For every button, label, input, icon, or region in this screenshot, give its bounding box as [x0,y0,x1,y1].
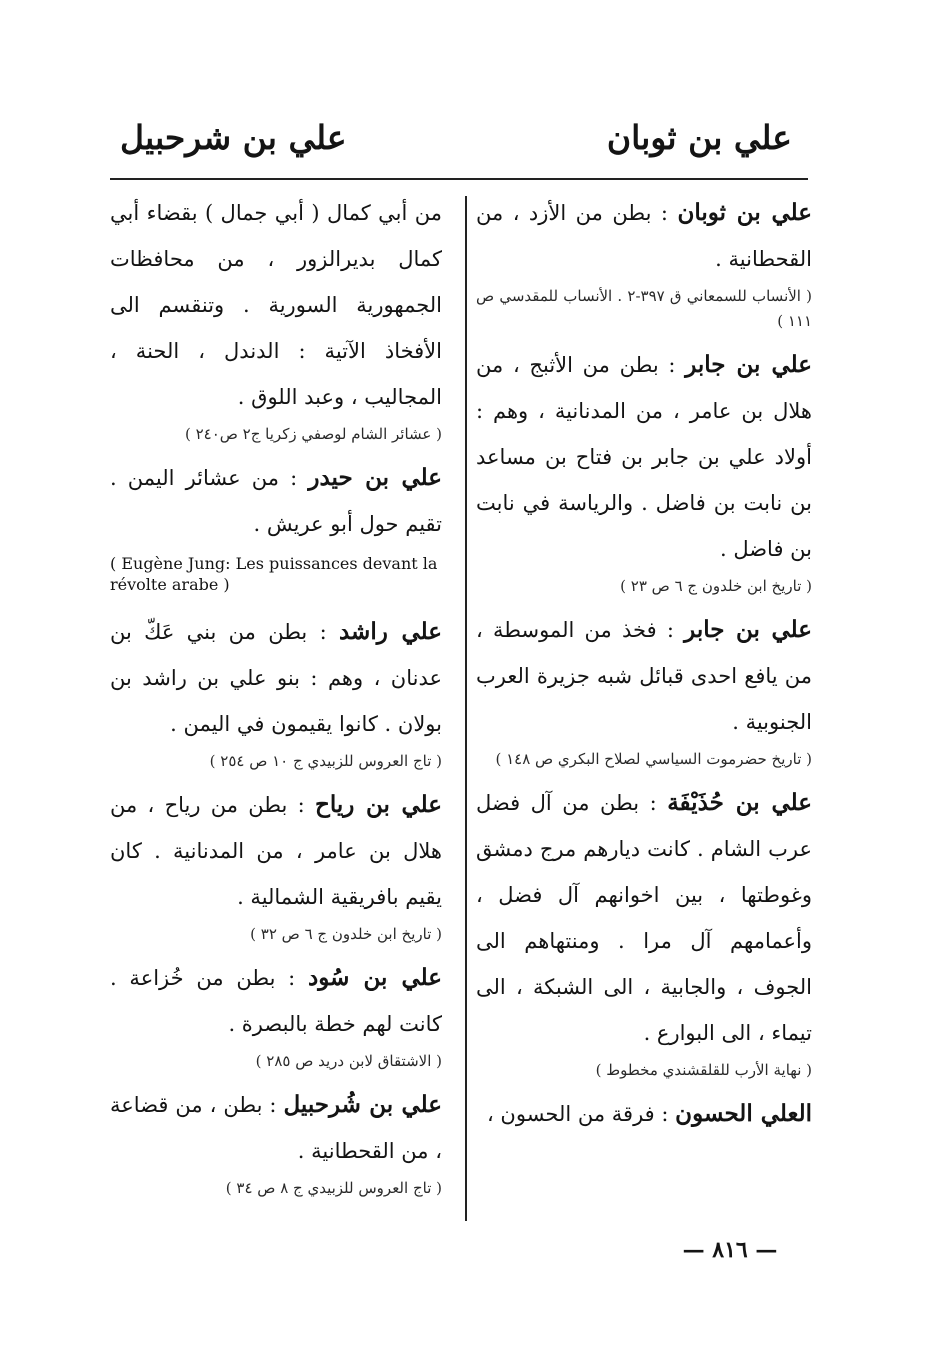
entry-source: ( عشائر الشام لوصفي زكريا ج٢ ص٢٤٠ ) [184,425,442,443]
entry-text [110,609,442,747]
entry-title: علي بن جابر [684,616,812,643]
entry-title: علي بن حيدر [308,464,442,491]
entry-body: : فخذ من الموسطة ، من يافع احدى قبائل شبه جزيرة العرب الجنوبية . [476,618,812,734]
entry-latin-source: ( Eugène Jung: Les puissances devant la révolte arabe ) [110,554,438,594]
entry-body: : بطن من رياح ، من هلال بن عامر ، من المدنانية . كان يقيم بافريقية الشمالية . [110,793,442,909]
entry-title: العلي الحسون [675,1100,812,1127]
entry-text [476,780,812,1056]
entry [476,190,812,334]
entry-source: ( تاج العروس للزبيدي ج ١٠ ص ٢٥٤ ) [209,752,442,770]
header-rule [110,178,808,180]
entry [110,455,442,595]
entry-title: علي راشد [338,618,442,645]
entry [110,1082,442,1201]
right-column [476,190,812,1143]
entry-body: : بطن من الأزد ، من القحطانية . [476,201,812,271]
entry-source: ( الأنساب للسمعاني ق ۳۹۷-۲ . الأنساب للمقدسي ص ۱۱۱ ) [476,287,813,330]
page-number: — ٨١٦ — [682,1237,778,1263]
entry [110,190,442,447]
entry-source: ( الاشتقاق لابن دريد ص ٢٨٥ ) [255,1052,442,1070]
entry-body: : بطن من خُزاعة . كانت لهم خطة بالبصرة . [110,966,442,1036]
entry-title: علي بن شُرحبيل [283,1091,442,1118]
entry-text [110,1082,442,1174]
entry-text [476,1091,812,1137]
entry-text [476,342,812,572]
entry-text [110,955,442,1047]
entry [476,607,812,772]
entry [476,342,812,599]
entry-text [476,190,812,282]
running-header-right: علي بن ثوبان [606,118,792,157]
entry-text [110,455,442,547]
entry-body: : من عشائر اليمن . تقيم حول أبو عريش . [110,466,442,536]
entry-body: : بطن من الأثبج ، من هلال بن عامر ، من المدنانية ، وهم : أولاد علي بن جابر بن فتاح بن مساعد بن نابت بن فاضل . والرياسة في نابت بن فاضل . [476,353,812,561]
entry-text [110,190,442,420]
entry-source: ( تاريخ ابن خلدون ج ٦ ص ٢٣ ) [620,577,812,595]
running-header-left: علي بن شرحبيل [120,118,347,157]
entry-source: ( تاريخ حضرموت السياسي لصلاح البكري ص ١٤٨ ) [495,750,812,768]
entry-title: علي بن جابر [685,351,812,378]
entry-body: من أبي كمال ( أبي جمال ) بقضاء أبي كمال بديرالزور ، من محافظات الجمهورية السورية . وتنقسم الى الأفخاذ الآتية : الدندل ، الحنة ، المجاليب ، وعبد اللوق . [110,201,442,409]
entry-title: علي بن رياح [314,791,442,818]
entry-title: علي بن ثوبان [677,199,813,226]
entry-source: ( تاج العروس للزبيدي ج ٨ ص ٣٤ ) [225,1179,442,1197]
entry [110,782,442,947]
entry [110,955,442,1074]
entry-body: : بطن من آل فضل عرب الشام . كانت ديارهم مرج دمشق وغوطتها ، بين اخوانهم آل فضل ، وأعمامهم آل مرا . ومنتهاهم الى الجوف ، والجابية ، الى الشبكة ، الى تيماء ، الى البوارع . [476,791,812,1045]
entry-source: ( تاريخ ابن خلدون ج ٦ ص ٣٢ ) [250,925,442,943]
entry-source: ( نهاية الأرب للقلقشندي مخطوط ) [595,1061,812,1079]
entry-title: علي بن سُود [308,964,442,991]
entry-body: : بطن من بني عَكّ بن عدنان ، وهم : بنو علي بن راشد بن بولان . كانوا يقيمون في اليمن . [110,620,442,736]
entry [110,609,442,774]
entry-title: علي بن حُذَيْفَة [667,789,812,816]
entry-body: : بطن ، من قضاعة ، من القحطانية . [110,1093,442,1163]
entry [476,780,812,1083]
entry-body: : فرقة من الحسون ، [486,1102,669,1126]
left-column [110,190,442,1209]
entry-text [110,782,442,920]
column-divider [465,196,467,1221]
entry-text [476,607,812,745]
entry [476,1091,812,1137]
